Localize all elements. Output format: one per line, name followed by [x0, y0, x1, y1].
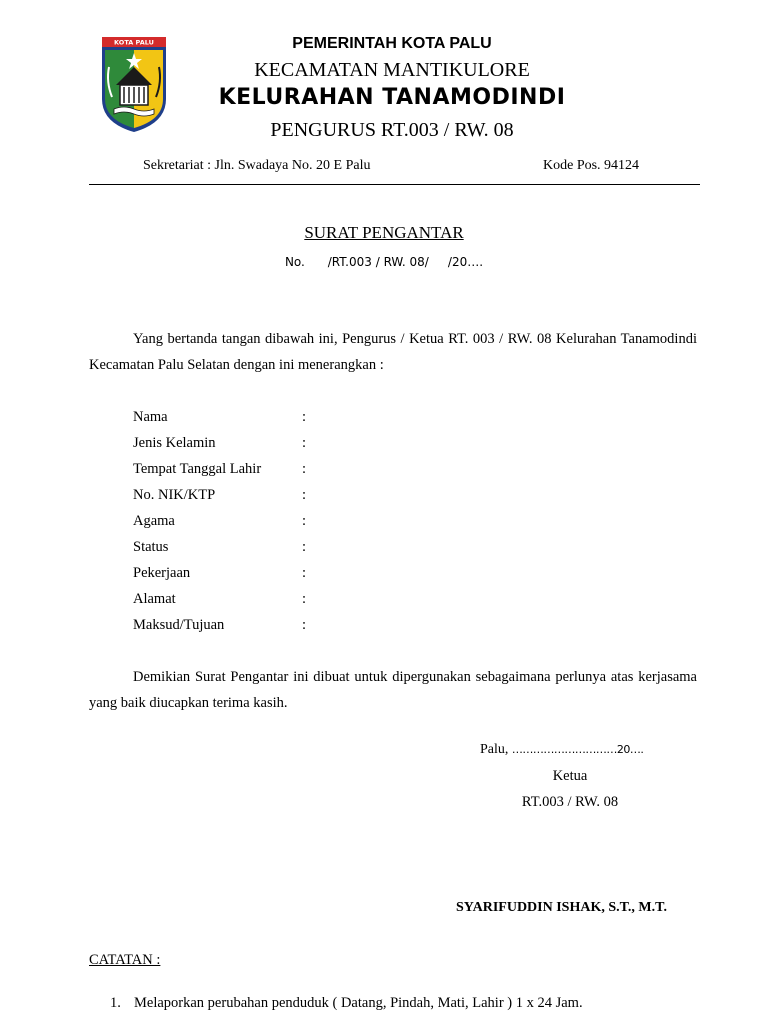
field-row-alamat [133, 586, 433, 612]
note-item [110, 990, 583, 1016]
field-colon: : [302, 435, 307, 451]
field-label: Alamat [133, 591, 176, 607]
notes-title: CATATAN : [89, 952, 161, 968]
closing-paragraph [89, 664, 697, 716]
field-label: Pekerjaan [133, 565, 191, 581]
field-colon: : [302, 539, 307, 555]
notes-list [110, 990, 583, 1016]
field-label: Agama [133, 513, 175, 529]
field-label: Jenis Kelamin [133, 435, 216, 451]
field-colon: : [302, 591, 307, 607]
field-row-tempat-tanggal-lahir [133, 456, 433, 482]
kota-palu-emblem [100, 37, 168, 133]
government-heading: PEMERINTAH KOTA PALU [292, 35, 492, 52]
letter-title: SURAT PENGANTAR [304, 223, 464, 242]
signature-place: Palu, [480, 742, 509, 757]
postal-code: Kode Pos. 94124 [543, 158, 640, 173]
village-heading: KELURAHAN TANAMODINDI [218, 85, 566, 110]
field-colon: : [302, 461, 307, 477]
signature-place-date [480, 742, 643, 758]
field-row-maksud-tujuan [133, 612, 433, 638]
field-row-jenis-kelamin [133, 430, 433, 456]
closing-text: Demikian Surat Pengantar ini dibuat untuk dipergunakan sebagaimana perlunya atas kerjasama yang baik diucapkan terima kasih. [89, 669, 697, 711]
field-row-agama [133, 508, 433, 534]
signature-role: Ketua [552, 768, 588, 784]
secretariat-address: Sekretariat : Jln. Swadaya No. 20 E Palu [143, 158, 371, 173]
district-heading: KECAMATAN MANTIKULORE [254, 59, 530, 81]
field-label: Nama [133, 409, 168, 425]
signature-unit: RT.003 / RW. 08 [521, 794, 619, 810]
field-colon: : [302, 409, 307, 425]
field-colon: : [302, 513, 307, 529]
intro-paragraph [89, 326, 697, 378]
field-label: Tempat Tanggal Lahir [133, 461, 262, 477]
field-colon: : [302, 617, 307, 633]
signature-date-dots: …………………………20…. [511, 743, 644, 756]
intro-text: Yang bertanda tangan dibawah ini, Pengurus / Ketua RT. 003 / RW. 08 Kelurahan Tanamodindi Kecamatan Palu Selatan dengan ini menerangkan : [89, 331, 697, 373]
field-label: Maksud/Tujuan [133, 617, 225, 633]
note-number: 1. [110, 995, 121, 1011]
field-label: No. NIK/KTP [133, 487, 216, 503]
identity-fields [133, 404, 433, 638]
field-row-nama [133, 404, 433, 430]
signatory-name: SYARIFUDDIN ISHAK, S.T., M.T. [456, 900, 667, 915]
board-heading: PENGURUS RT.003 / RW. 08 [270, 119, 514, 141]
emblem-banner-text: KOTA PALU [114, 38, 154, 47]
field-colon: : [302, 565, 307, 581]
field-row-status [133, 534, 433, 560]
field-row-pekerjaan [133, 560, 433, 586]
field-row-nik-ktp [133, 482, 433, 508]
note-text: Melaporkan perubahan penduduk ( Datang, Pindah, Mati, Lahir ) 1 x 24 Jam. [134, 995, 583, 1011]
letterhead-divider [89, 184, 700, 185]
letter-number: No. /RT.003 / RW. 08/ /20…. [284, 255, 484, 269]
field-colon: : [302, 487, 307, 503]
field-label: Status [133, 539, 169, 555]
